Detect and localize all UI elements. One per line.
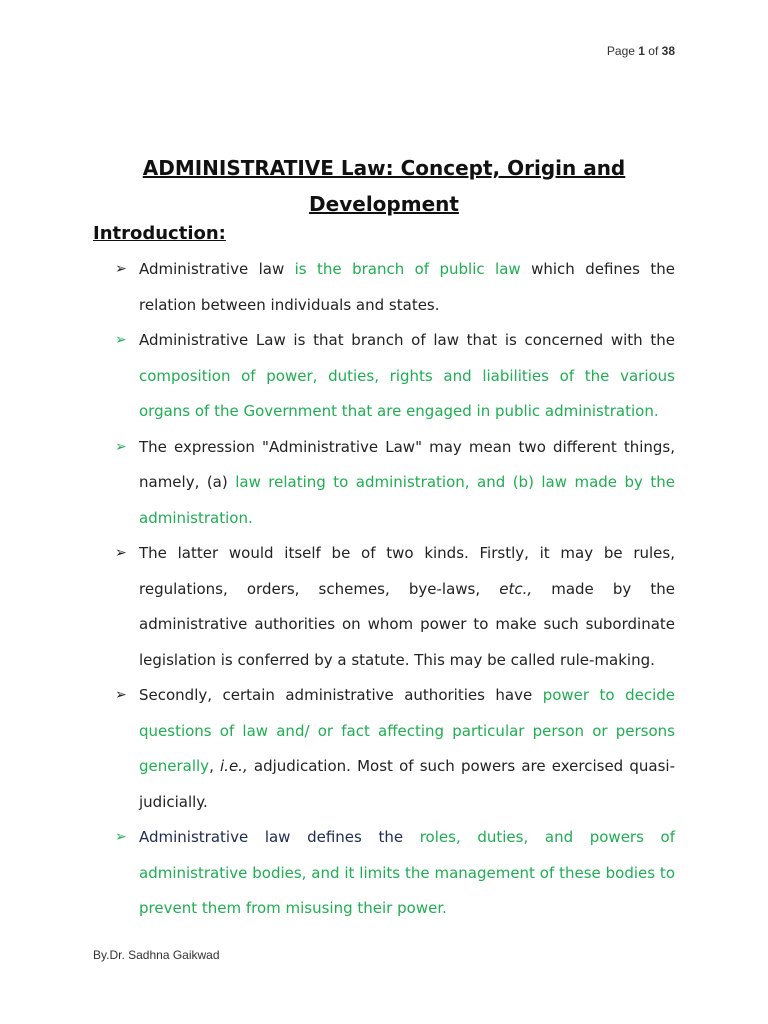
bullet-item <box>115 678 675 820</box>
title-line-2: Development <box>309 192 459 216</box>
bullet-text-segment: power to decide questions of law and/ or fact affecting particular person or persons generally <box>139 686 676 775</box>
bullet-text-segment: The latter would itself be of two kinds. Firstly, it may be rules, regulations, orders, schemes, bye-laws, <box>139 544 675 598</box>
bullet-list <box>115 252 675 927</box>
arrow-right-icon: ➢ <box>115 438 127 455</box>
arrow-right-icon: ➢ <box>115 545 127 561</box>
bullet-item <box>115 430 675 537</box>
bullet-item <box>115 536 675 678</box>
page-of: of <box>644 44 662 58</box>
title-line-1: ADMINISTRATIVE Law: Concept, Origin and <box>142 156 626 180</box>
bullet-text-segment: made by the administrative authorities on whom power to make such subordinate legislation is conferred by a statute. This may be called rule-making. <box>139 579 675 669</box>
document-title <box>0 150 768 222</box>
bullet-text-segment: etc., <box>499 579 533 598</box>
bullet-text-segment: The expression "Administrative Law" may mean two different things, namely, (a) <box>139 437 675 491</box>
page-number <box>607 44 675 58</box>
bullet-text-segment: law relating to administration, and (b) law made by the administration. <box>139 473 675 527</box>
page-current: 1 <box>638 44 645 58</box>
bullet-text-segment: is the branch of public law <box>294 260 521 278</box>
arrow-right-icon: ➢ <box>115 261 127 277</box>
bullet-item <box>115 820 675 927</box>
arrow-right-icon: ➢ <box>115 687 127 703</box>
arrow-right-icon: ➢ <box>115 332 127 348</box>
bullet-item <box>115 252 675 323</box>
page-total: 38 <box>661 44 675 58</box>
bullet-text-segment: i.e., <box>220 757 248 775</box>
bullet-text-segment: adjudication. Most of such powers are exercised quasi-judicially. <box>139 757 675 811</box>
footer-author: By.Dr. Sadhna Gaikwad <box>93 948 220 962</box>
bullet-text-segment: composition of power, duties, rights and liabilities of the various organs of the Government that are engaged in public administration. <box>139 366 675 420</box>
bullet-text-segment: Administrative Law is that branch of law that is concerned with the <box>139 331 675 349</box>
arrow-right-icon: ➢ <box>115 829 127 845</box>
bullet-text-segment: Administrative law defines the <box>139 828 420 846</box>
bullet-text-segment: , <box>209 757 221 775</box>
bullet-text-segment: Secondly, certain administrative authorities have <box>139 686 543 704</box>
bullet-item <box>115 323 675 430</box>
bullet-text-segment: which defines the relation between individuals and states. <box>139 260 675 314</box>
bullet-text-segment: Administrative law <box>139 260 295 278</box>
page-prefix: Page <box>606 44 639 58</box>
bullet-text-segment: roles, duties, and powers of administrative bodies, and it limits the management of these bodies to prevent them from misusing their power. <box>139 828 675 917</box>
section-heading: Introduction: <box>93 223 226 244</box>
